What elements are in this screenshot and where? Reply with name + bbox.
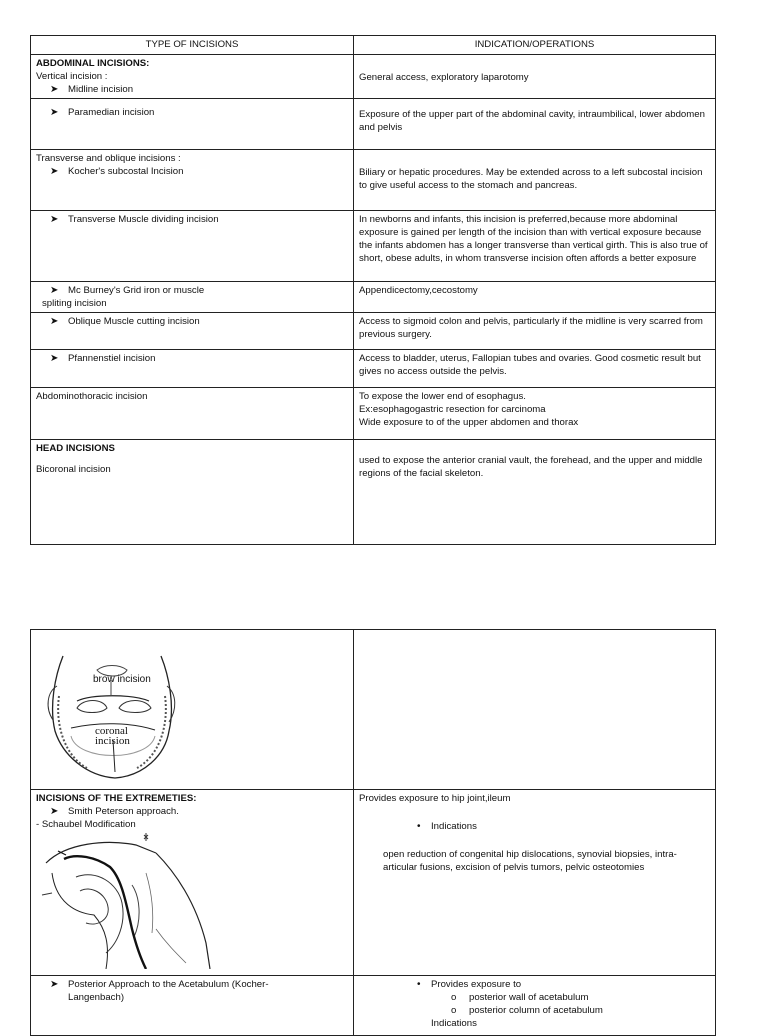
- indication-bullet: [359, 978, 710, 991]
- arrow-bullet-icon: ➤: [50, 166, 59, 177]
- arrow-bullet-icon: ➤: [50, 107, 59, 118]
- incision-name: Midline incision: [68, 84, 134, 95]
- group-label: Vertical incision :: [36, 71, 108, 82]
- coronal-label: coronal: [95, 725, 128, 737]
- indication-bullet: [359, 820, 710, 833]
- figure-cell: [31, 630, 354, 790]
- type-cell: [31, 350, 354, 388]
- table-row: [31, 440, 716, 545]
- incision-label: incision: [95, 735, 130, 747]
- indication-text: General access, exploratory laparotomy: [359, 72, 529, 83]
- type-cell: [31, 282, 354, 313]
- section-heading: HEAD INCISIONS: [36, 443, 115, 454]
- incision-item: [50, 805, 348, 818]
- incision-item: [50, 213, 348, 226]
- indication-text: used to expose the anterior cranial vault, the forehead, and the upper and middle regions of the facial skeleton.: [359, 455, 703, 479]
- incision-item: [50, 352, 348, 365]
- extremity-incision-table: [30, 629, 716, 1036]
- table-row: [31, 99, 716, 150]
- table-row: [31, 790, 716, 976]
- incision-name: Bicoronal incision: [36, 464, 111, 475]
- incision-name: Paramedian incision: [68, 107, 155, 118]
- type-cell: [31, 790, 354, 976]
- incision-name: Kocher's subcostal Incision: [68, 166, 184, 177]
- arrow-bullet-icon: ➤: [50, 806, 59, 817]
- arrow-bullet-icon: ➤: [50, 316, 59, 327]
- indication-text: Appendicectomy,cecostomy: [359, 285, 478, 296]
- incision-item: [50, 83, 348, 96]
- incision-item: [50, 315, 348, 328]
- incision-table: [30, 35, 716, 545]
- section-heading: INCISIONS OF THE EXTREMETIES:: [36, 793, 197, 804]
- incision-name: Smith Peterson approach.: [68, 806, 179, 817]
- type-cell: [31, 150, 354, 211]
- indication-cell: [354, 440, 716, 545]
- indication-cell: [354, 55, 716, 99]
- arrow-bullet-icon: ➤: [50, 353, 59, 364]
- incision-item: [50, 284, 348, 297]
- type-cell: [31, 313, 354, 350]
- incision-name: Transverse Muscle dividing incision: [68, 214, 219, 225]
- table-row: [31, 388, 716, 440]
- type-cell: [31, 99, 354, 150]
- indication-cell: [354, 282, 716, 313]
- header-indication: INDICATION/OPERATIONS: [354, 36, 716, 55]
- table-header-row: [31, 36, 716, 55]
- incision-name-continued: Langenbach): [68, 992, 125, 1003]
- arrow-bullet-icon: ➤: [50, 285, 59, 296]
- indication-cell: [354, 150, 716, 211]
- indication-cell: [354, 313, 716, 350]
- type-cell: [31, 55, 354, 99]
- indication-cell: [354, 388, 716, 440]
- arrow-bullet-icon: ➤: [50, 84, 59, 95]
- head-incision-figure: [37, 636, 177, 786]
- brow-incision-label: brow incision: [93, 674, 151, 685]
- indication-text: Access to sigmoid colon and pelvis, particularly if the midline is very scarred from previous surgery.: [359, 316, 703, 340]
- incision-name: Mc Burney's Grid iron or muscle: [68, 285, 205, 296]
- incision-item: [50, 106, 348, 119]
- indication-cell: [354, 211, 716, 282]
- circle-bullet-icon: o: [451, 1005, 457, 1016]
- table-row: [31, 313, 716, 350]
- circle-bullet-icon: o: [451, 992, 457, 1003]
- subbullet-text: posterior wall of acetabulum: [469, 992, 589, 1003]
- type-cell: [31, 440, 354, 545]
- arrow-bullet-icon: ➤: [50, 979, 59, 990]
- type-cell: [31, 211, 354, 282]
- incision-name-continued: spliting incision: [42, 298, 107, 309]
- incision-name: Abdominothoracic incision: [36, 391, 148, 402]
- indication-cell: [354, 976, 716, 1036]
- subbullet-text: posterior column of acetabulum: [469, 1005, 603, 1016]
- indication-cell: [354, 790, 716, 976]
- empty-cell: [354, 630, 716, 790]
- table-row: [31, 630, 716, 790]
- indication-text: Access to bladder, uterus, Fallopian tubes and ovaries. Good cosmetic result but gives no access outside the pelvis.: [359, 353, 701, 377]
- group-label: Transverse and oblique incisions :: [36, 153, 181, 164]
- section-heading: ABDOMINAL INCISIONS:: [36, 58, 150, 69]
- indication-line: Ex:esophagogastric resection for carcinoma: [359, 404, 546, 415]
- incision-name: Oblique Muscle cutting incision: [68, 316, 200, 327]
- table-row: [31, 150, 716, 211]
- indication-text: Provides exposure to hip joint,ileum: [359, 793, 511, 804]
- bullet-text: Indications: [431, 821, 477, 832]
- incision-item: [50, 165, 348, 178]
- table-row: [31, 282, 716, 313]
- type-cell: [31, 388, 354, 440]
- arrow-bullet-icon: ➤: [50, 214, 59, 225]
- indication-paragraph: open reduction of congenital hip dislocations, synovial biopsies, intra-articular fusions, excision of pelvis tumors, pelvic osteotomies: [383, 849, 677, 873]
- indication-cell: [354, 99, 716, 150]
- hip-approach-figure: [36, 833, 216, 969]
- table-row: [31, 55, 716, 99]
- incision-item: [50, 978, 348, 991]
- type-cell: [31, 976, 354, 1036]
- indication-cell: [354, 350, 716, 388]
- table-row: [31, 350, 716, 388]
- indication-line: To expose the lower end of esophagus.: [359, 391, 526, 402]
- indication-text: Exposure of the upper part of the abdominal cavity, intraumbilical, lower abdomen and pelvis: [359, 109, 705, 133]
- bullet-text: Provides exposure to: [431, 979, 522, 990]
- indication-subbullet: [359, 1004, 710, 1017]
- indication-line: Wide exposure to of the upper abdomen and thorax: [359, 417, 579, 428]
- incision-name: Pfannenstiel incision: [68, 353, 156, 364]
- dot-bullet-icon: •: [417, 821, 421, 832]
- table-row: [31, 211, 716, 282]
- indication-cut-text: Indications: [431, 1018, 477, 1029]
- modification-label: - Schaubel Modification: [36, 819, 136, 830]
- table-row: [31, 976, 716, 1036]
- indication-text: In newborns and infants, this incision is preferred,because more abdominal exposure is gained per length of the incision than with vertical exposure because the infants abdomen has a longer transverse than vertical girth. This is also true of short, obese adults, in whom transverse incision often affords a better exposure: [359, 214, 708, 264]
- indication-subbullet: [359, 991, 710, 1004]
- incision-name: Posterior Approach to the Acetabulum (Kocher-: [68, 979, 269, 990]
- dot-bullet-icon: •: [417, 979, 421, 990]
- indication-text: Biliary or hepatic procedures. May be extended across to a left subcostal incision to give useful access to the stomach and pancreas.: [359, 167, 703, 191]
- header-type: TYPE OF INCISIONS: [31, 36, 354, 55]
